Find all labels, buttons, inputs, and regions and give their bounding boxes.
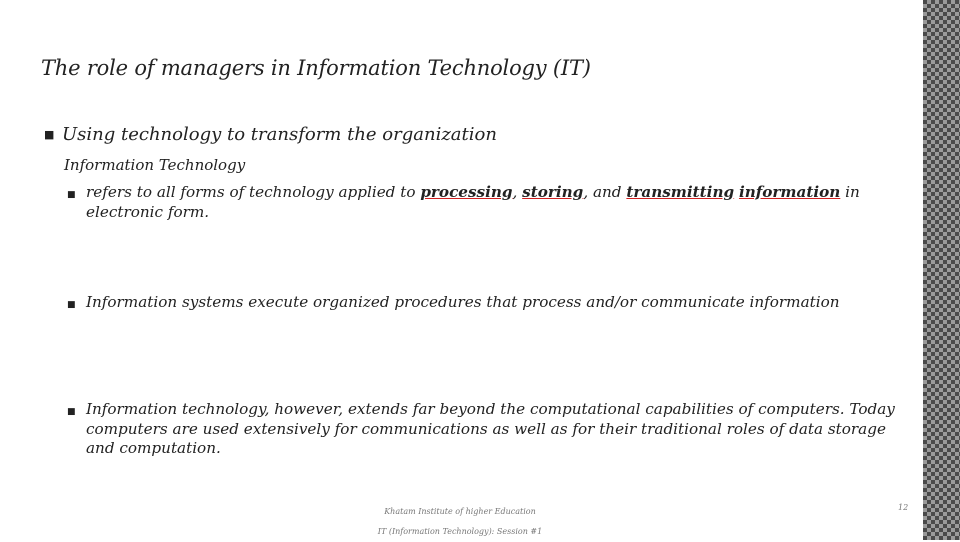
bullet-text: Information systems execute organized procedures that process and/or communicate information (86, 293, 840, 311)
definition-pre: refers to all forms of technology applied to (86, 183, 421, 201)
bullet-information-systems (67, 293, 897, 313)
bullet-transform-organization (44, 124, 497, 145)
footer-institute: Khatam Institute of higher Education (384, 507, 536, 516)
decorative-border-strip (923, 0, 960, 540)
square-bullet-icon: ■ (67, 300, 76, 310)
keyword-information: information (738, 183, 841, 201)
square-bullet-icon: ■ (67, 190, 76, 200)
bullet-beyond-computation (67, 400, 897, 459)
keyword-transmitting: transmitting (626, 183, 735, 201)
bullet-text: Using technology to transform the organization (62, 124, 497, 145)
separator: , (512, 183, 523, 201)
separator: , and (583, 183, 627, 201)
keyword-processing: processing (420, 183, 513, 201)
footer (310, 502, 610, 542)
page-number: 12 (898, 503, 909, 512)
footer-course: IT (Information Technology): Session #1 (377, 527, 543, 536)
definition-text (86, 183, 897, 222)
subheading-information-technology: Information Technology (64, 156, 246, 174)
square-bullet-icon: ■ (44, 128, 55, 141)
definition-post: in electronic form. (86, 183, 860, 221)
slide-title: The role of managers in Information Technology (IT) (41, 56, 591, 80)
bullet-text: Information technology, however, extends far beyond the computational capabilities of computers. Today computers are used extensively for communications as well as for their traditional roles of data storage and computation. (86, 400, 895, 457)
square-bullet-icon: ■ (67, 407, 76, 417)
keyword-storing: storing (522, 183, 584, 201)
bullet-definition (67, 183, 897, 222)
